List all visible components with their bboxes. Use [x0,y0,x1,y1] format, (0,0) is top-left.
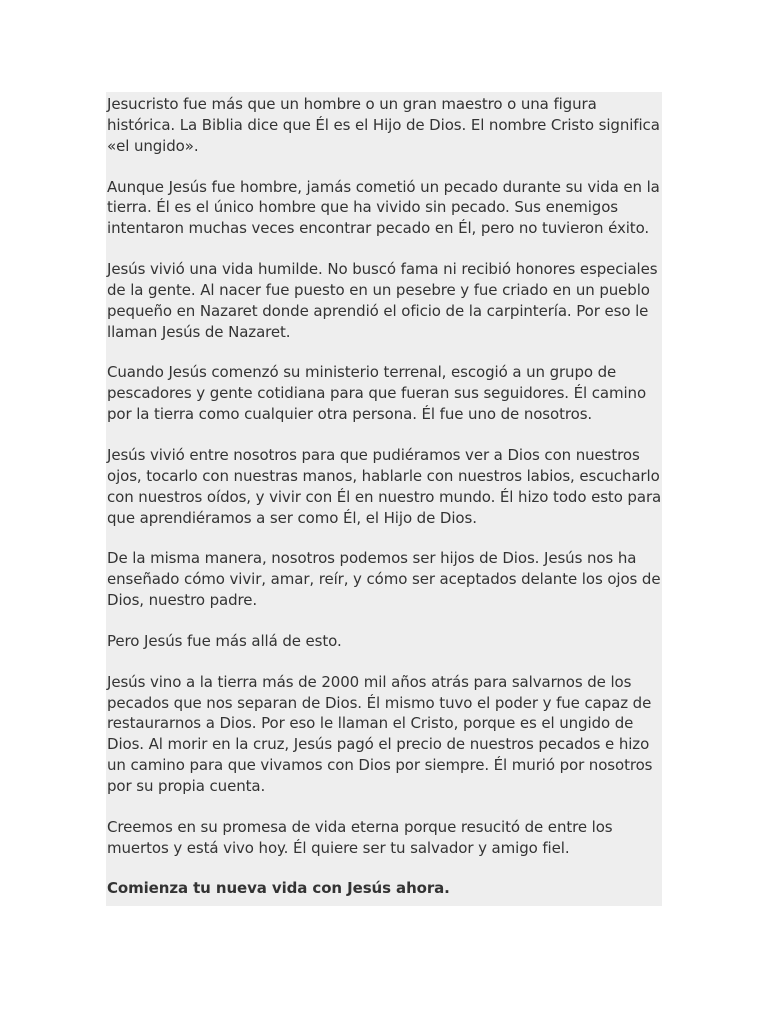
paragraph-5: Jesús vivió entre nosotros para que pudiéramos ver a Dios con nuestros ojos, tocarlo con nuestras manos, hablarle con nuestros labios, escucharlo con nuestros oídos, y vivir con Él en nuestro mundo. Él hizo todo esto para que aprendiéramos a ser como Él, el Hijo de Dios. [107,445,662,527]
closing-statement: Comienza tu nueva vida con Jesús ahora. [107,879,450,898]
paragraph-8: Jesús vino a la tierra más de 2000 mil años atrás para salvarnos de los pecados que nos separan de Dios. Él mismo tuvo el poder y fue capaz de restaurarnos a Dios. Por eso le llaman el Cristo, porque es el ungido de Dios. Al morir en la cruz, Jesús pagó el precio de nuestros pecados e hizo un camino para que vivamos con Dios por siempre. Él murió por nosotros por su propia cuenta. [107,672,653,796]
paragraph-3: Jesús vivió una vida humilde. No buscó fama ni recibió honores especiales de la gente. Al nacer fue puesto en un pesebre y fue criado en un pueblo pequeño en Nazaret donde aprendió el oficio de la carpintería. Por eso le llaman Jesús de Nazaret. [107,260,658,341]
paragraph-6: De la misma manera, nosotros podemos ser hijos de Dios. Jesús nos ha enseñado cómo vivir, amar, reír, y cómo ser aceptados delante los ojos de Dios, nuestro padre. [107,549,661,610]
paragraph-1: Jesucristo fue más que un hombre o un gran maestro o una figura histórica. La Biblia dice que Él es el Hijo de Dios. El nombre Cristo significa «el ungido». [107,95,660,155]
paragraph-9: Creemos en su promesa de vida eterna porque resucitó de entre los muertos y está vivo hoy. Él quiere ser tu salvador y amigo fiel. [107,817,613,857]
paragraph-2: Aunque Jesús fue hombre, jamás cometió un pecado durante su vida en la tierra. Él es el único hombre que ha vivido sin pecado. Sus enemigos intentaron muchas veces encontrar pecado en Él, pero no tuvieron éxito. [107,177,660,238]
paragraph-4: Cuando Jesús comenzó su ministerio terrenal, escogió a un grupo de pescadores y gente cotidiana para que fueran sus seguidores. Él camino por la tierra como cualquier otra persona. Él fue uno de nosotros. [107,363,647,424]
paragraph-7: Pero Jesús fue más allá de esto. [107,631,342,650]
text-panel [106,92,662,906]
